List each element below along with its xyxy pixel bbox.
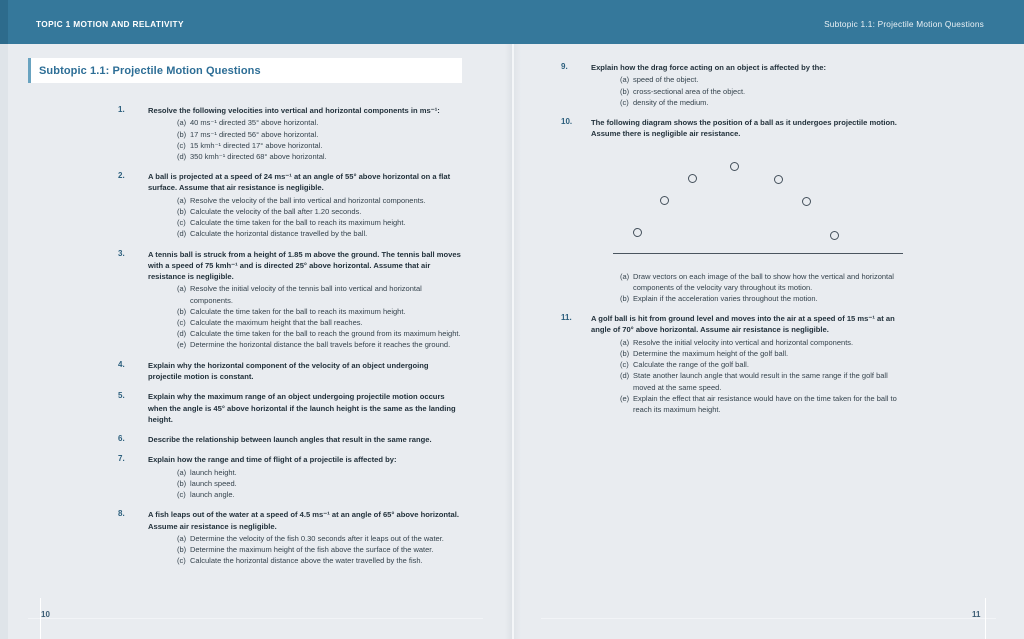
question-number: 1. [118, 105, 125, 114]
question-stem: A golf ball is hit from ground level and moves into the air at a speed of 15 ms⁻¹ at an angle of 70° above horizontal. Assume air resistance is negligible. [591, 314, 895, 335]
part-text: Determine the horizontal distance the ball travels before it reaches the ground. [190, 340, 451, 350]
question-part [177, 339, 463, 350]
part-text: Determine the maximum height of the fish above the surface of the water. [190, 545, 434, 555]
ball-position-marker [830, 231, 839, 240]
page-number-left: 10 [41, 610, 50, 619]
part-text: Calculate the time taken for the ball to reach the ground from its maximum height. [190, 329, 461, 339]
part-label: (b) [620, 293, 630, 303]
part-label: (b) [177, 478, 187, 488]
question-10-parts-block [561, 271, 911, 305]
question-parts [148, 283, 463, 350]
question-number: 2. [118, 171, 125, 181]
part-text: Calculate the horizontal distance travelled by the ball. [190, 229, 368, 239]
question-item [118, 171, 463, 239]
part-text: cross-sectional area of the object. [633, 86, 746, 96]
part-text: Calculate the horizontal distance above the water travelled by the fish. [190, 556, 423, 566]
part-label: (e) [620, 393, 630, 403]
part-text: Calculate the velocity of the ball after 1.20 seconds. [190, 206, 362, 216]
question-part [177, 129, 463, 140]
page-left-rail [0, 44, 8, 639]
part-label: (a) [620, 75, 630, 85]
question-number: 3. [118, 248, 125, 258]
part-text: Explain the effect that air resistance would have on the time taken for the ball to reach its maximum height. [633, 393, 897, 414]
page-number-right: 11 [972, 610, 981, 619]
subtopic-title-band [28, 58, 462, 83]
part-text: Resolve the velocity of the ball into vertical and horizontal components. [190, 195, 426, 205]
ground-line [613, 253, 903, 255]
part-text: Calculate the time taken for the ball to reach its maximum height. [190, 306, 406, 316]
question-number: 8. [118, 509, 125, 519]
question-item [118, 391, 463, 425]
question-number: 5. [118, 391, 125, 401]
part-label: (c) [177, 556, 186, 566]
part-label: (a) [177, 118, 187, 128]
header-left-edge [0, 0, 8, 44]
question-item [561, 313, 911, 415]
question-stem: The following diagram shows the position of a ball as it undergoes projectile motion. Assume there is negligible air resistance. [591, 117, 897, 139]
question-part [620, 293, 911, 304]
part-text: 40 ms⁻¹ directed 35° above horizontal. [190, 118, 319, 128]
question-part [620, 337, 911, 348]
question-part [177, 195, 463, 206]
spine-shadow-right [514, 44, 521, 639]
question-item [118, 434, 463, 445]
question-number: 9. [561, 62, 568, 71]
part-text: Determine the maximum height of the golf ball. [633, 348, 789, 358]
right-page-questions [561, 62, 911, 424]
question-item [118, 360, 463, 383]
question-part [177, 317, 463, 328]
question-part [177, 555, 463, 566]
question-part [177, 328, 463, 339]
question-part [620, 370, 911, 392]
question-stem: A ball is projected at a speed of 24 ms⁻¹ at an angle of 55° above horizontal on a flat surface. Assume that air resistance is negligible. [148, 172, 451, 193]
question-stem: A tennis ball is struck from a height of 1.85 m above the ground. The tennis ball moves with a speed of 75 kmh⁻¹ and is directed 25° above horizontal. Assume that air resistance is negligible. [148, 249, 461, 282]
question-number: 4. [118, 359, 125, 369]
spine-shadow-left [505, 44, 512, 639]
part-label: (e) [177, 340, 187, 350]
part-text: 350 kmh⁻¹ directed 68° above horizontal. [190, 151, 327, 161]
part-text: Calculate the maximum height that the ball reaches. [190, 318, 363, 328]
ball-position-marker [633, 228, 642, 237]
question-stem: Explain why the horizontal component of the velocity of an object undergoing projectile motion is constant. [148, 360, 429, 381]
question-part [620, 271, 911, 293]
question-stem: Explain how the range and time of flight of a projectile is affected by: [148, 455, 397, 465]
part-label: (c) [620, 360, 629, 370]
part-label: (b) [177, 306, 187, 316]
part-label: (a) [177, 467, 187, 477]
part-label: (d) [177, 151, 187, 161]
part-text: Explain if the acceleration varies throughout the motion. [633, 293, 818, 303]
question-part [177, 533, 463, 544]
part-label: (d) [177, 329, 187, 339]
ball-position-marker [688, 174, 697, 183]
question-parts [591, 271, 911, 305]
ball-position-marker [774, 175, 783, 184]
part-label: (c) [177, 318, 186, 328]
question-part [177, 140, 463, 151]
part-text: speed of the object. [633, 75, 699, 85]
subtopic-heading: Subtopic 1.1: Projectile Motion Questions [39, 65, 261, 77]
part-label: (b) [620, 86, 630, 96]
question-item [561, 117, 911, 140]
part-text: Calculate the range of the golf ball. [633, 360, 749, 370]
question-part [177, 217, 463, 228]
part-label: (c) [177, 218, 186, 228]
question-part [177, 467, 463, 478]
question-number: 10. [561, 116, 573, 126]
question-number: 7. [118, 454, 125, 464]
question-part [620, 359, 911, 370]
question-parts [148, 195, 463, 240]
question-parts [591, 74, 911, 108]
part-text: Draw vectors on each image of the ball to show how the vertical and horizontal components of the velocity vary throughout its motion. [633, 271, 894, 292]
question-stem: A fish leaps out of the water at a speed of 4.5 ms⁻¹ at an angle of 65° above horizontal. Assume air resistance is negligible. [148, 510, 459, 531]
part-label: (d) [177, 229, 187, 239]
footer-rule-left [28, 618, 483, 619]
question-stem: Describe the relationship between launch angles that result in the same range. [148, 435, 432, 445]
part-text: launch speed. [190, 478, 237, 488]
part-label: (c) [177, 490, 186, 500]
ball-position-marker [730, 162, 739, 171]
left-page-questions [118, 105, 463, 576]
question-stem: Explain why the maximum range of an object undergoing projectile motion occurs when the angle is 45° above horizontal if the launch height is the same as the landing height. [148, 392, 456, 424]
question-part [177, 306, 463, 317]
part-label: (a) [177, 533, 187, 543]
part-label: (a) [620, 271, 630, 281]
question-part [177, 489, 463, 500]
question-part [620, 74, 911, 85]
question-part [177, 228, 463, 239]
part-label: (c) [620, 97, 629, 107]
question-item [118, 454, 463, 500]
question-part [620, 348, 911, 359]
part-text: Calculate the time taken for the ball to reach its maximum height. [190, 218, 406, 228]
book-spine-divider [512, 44, 514, 639]
part-label: (c) [177, 140, 186, 150]
question-part [620, 97, 911, 108]
part-label: (d) [620, 371, 630, 381]
header-subtopic-title: Subtopic 1.1: Projectile Motion Questions [824, 19, 984, 29]
part-text: launch height. [190, 467, 237, 477]
part-text: 15 kmh⁻¹ directed 17° above horizontal. [190, 140, 323, 150]
projectile-motion-diagram [561, 149, 911, 267]
question-parts [148, 467, 463, 501]
ball-position-marker [660, 196, 669, 205]
question-part [620, 86, 911, 97]
title-accent-bar [28, 58, 31, 83]
part-text: Resolve the initial velocity into vertical and horizontal components. [633, 337, 854, 347]
question-stem: Explain how the drag force acting on an object is affected by the: [591, 63, 827, 72]
question-number: 11. [561, 313, 572, 323]
part-label: (a) [177, 195, 187, 205]
question-part [177, 283, 463, 305]
part-text: Resolve the initial velocity of the tennis ball into vertical and horizontal components. [190, 284, 422, 305]
question-part [620, 393, 911, 415]
question-item [118, 249, 463, 351]
part-label: (b) [177, 206, 187, 216]
question-parts [148, 117, 463, 162]
question-part [177, 478, 463, 489]
question-parts [148, 533, 463, 567]
header-topic-title: TOPIC 1 MOTION AND RELATIVITY [36, 19, 184, 29]
question-part [177, 117, 463, 128]
part-text: Determine the velocity of the fish 0.30 seconds after it leaps out of the water. [190, 533, 444, 543]
part-text: 17 ms⁻¹ directed 56° above horizontal. [190, 129, 319, 139]
question-part [177, 151, 463, 162]
page-header [0, 0, 1024, 44]
footer-vrule-right [985, 598, 986, 639]
part-text: launch angle. [190, 490, 235, 500]
part-text: density of the medium. [633, 97, 709, 107]
part-label: (b) [177, 129, 187, 139]
question-number: 6. [118, 434, 125, 444]
footer-rule-right [541, 618, 996, 619]
ball-position-marker [802, 197, 811, 206]
part-label: (a) [177, 284, 187, 294]
question-item [561, 62, 911, 108]
part-label: (b) [177, 545, 187, 555]
part-label: (b) [620, 348, 630, 358]
question-parts [591, 337, 911, 415]
question-stem: Resolve the following velocities into vertical and horizontal components in ms⁻¹: [148, 106, 440, 115]
question-item [118, 105, 463, 162]
question-part [177, 544, 463, 555]
part-text: State another launch angle that would result in the same range if the golf ball moved at the same speed. [633, 371, 888, 392]
question-item [118, 509, 463, 566]
question-part [177, 206, 463, 217]
part-label: (a) [620, 337, 630, 347]
